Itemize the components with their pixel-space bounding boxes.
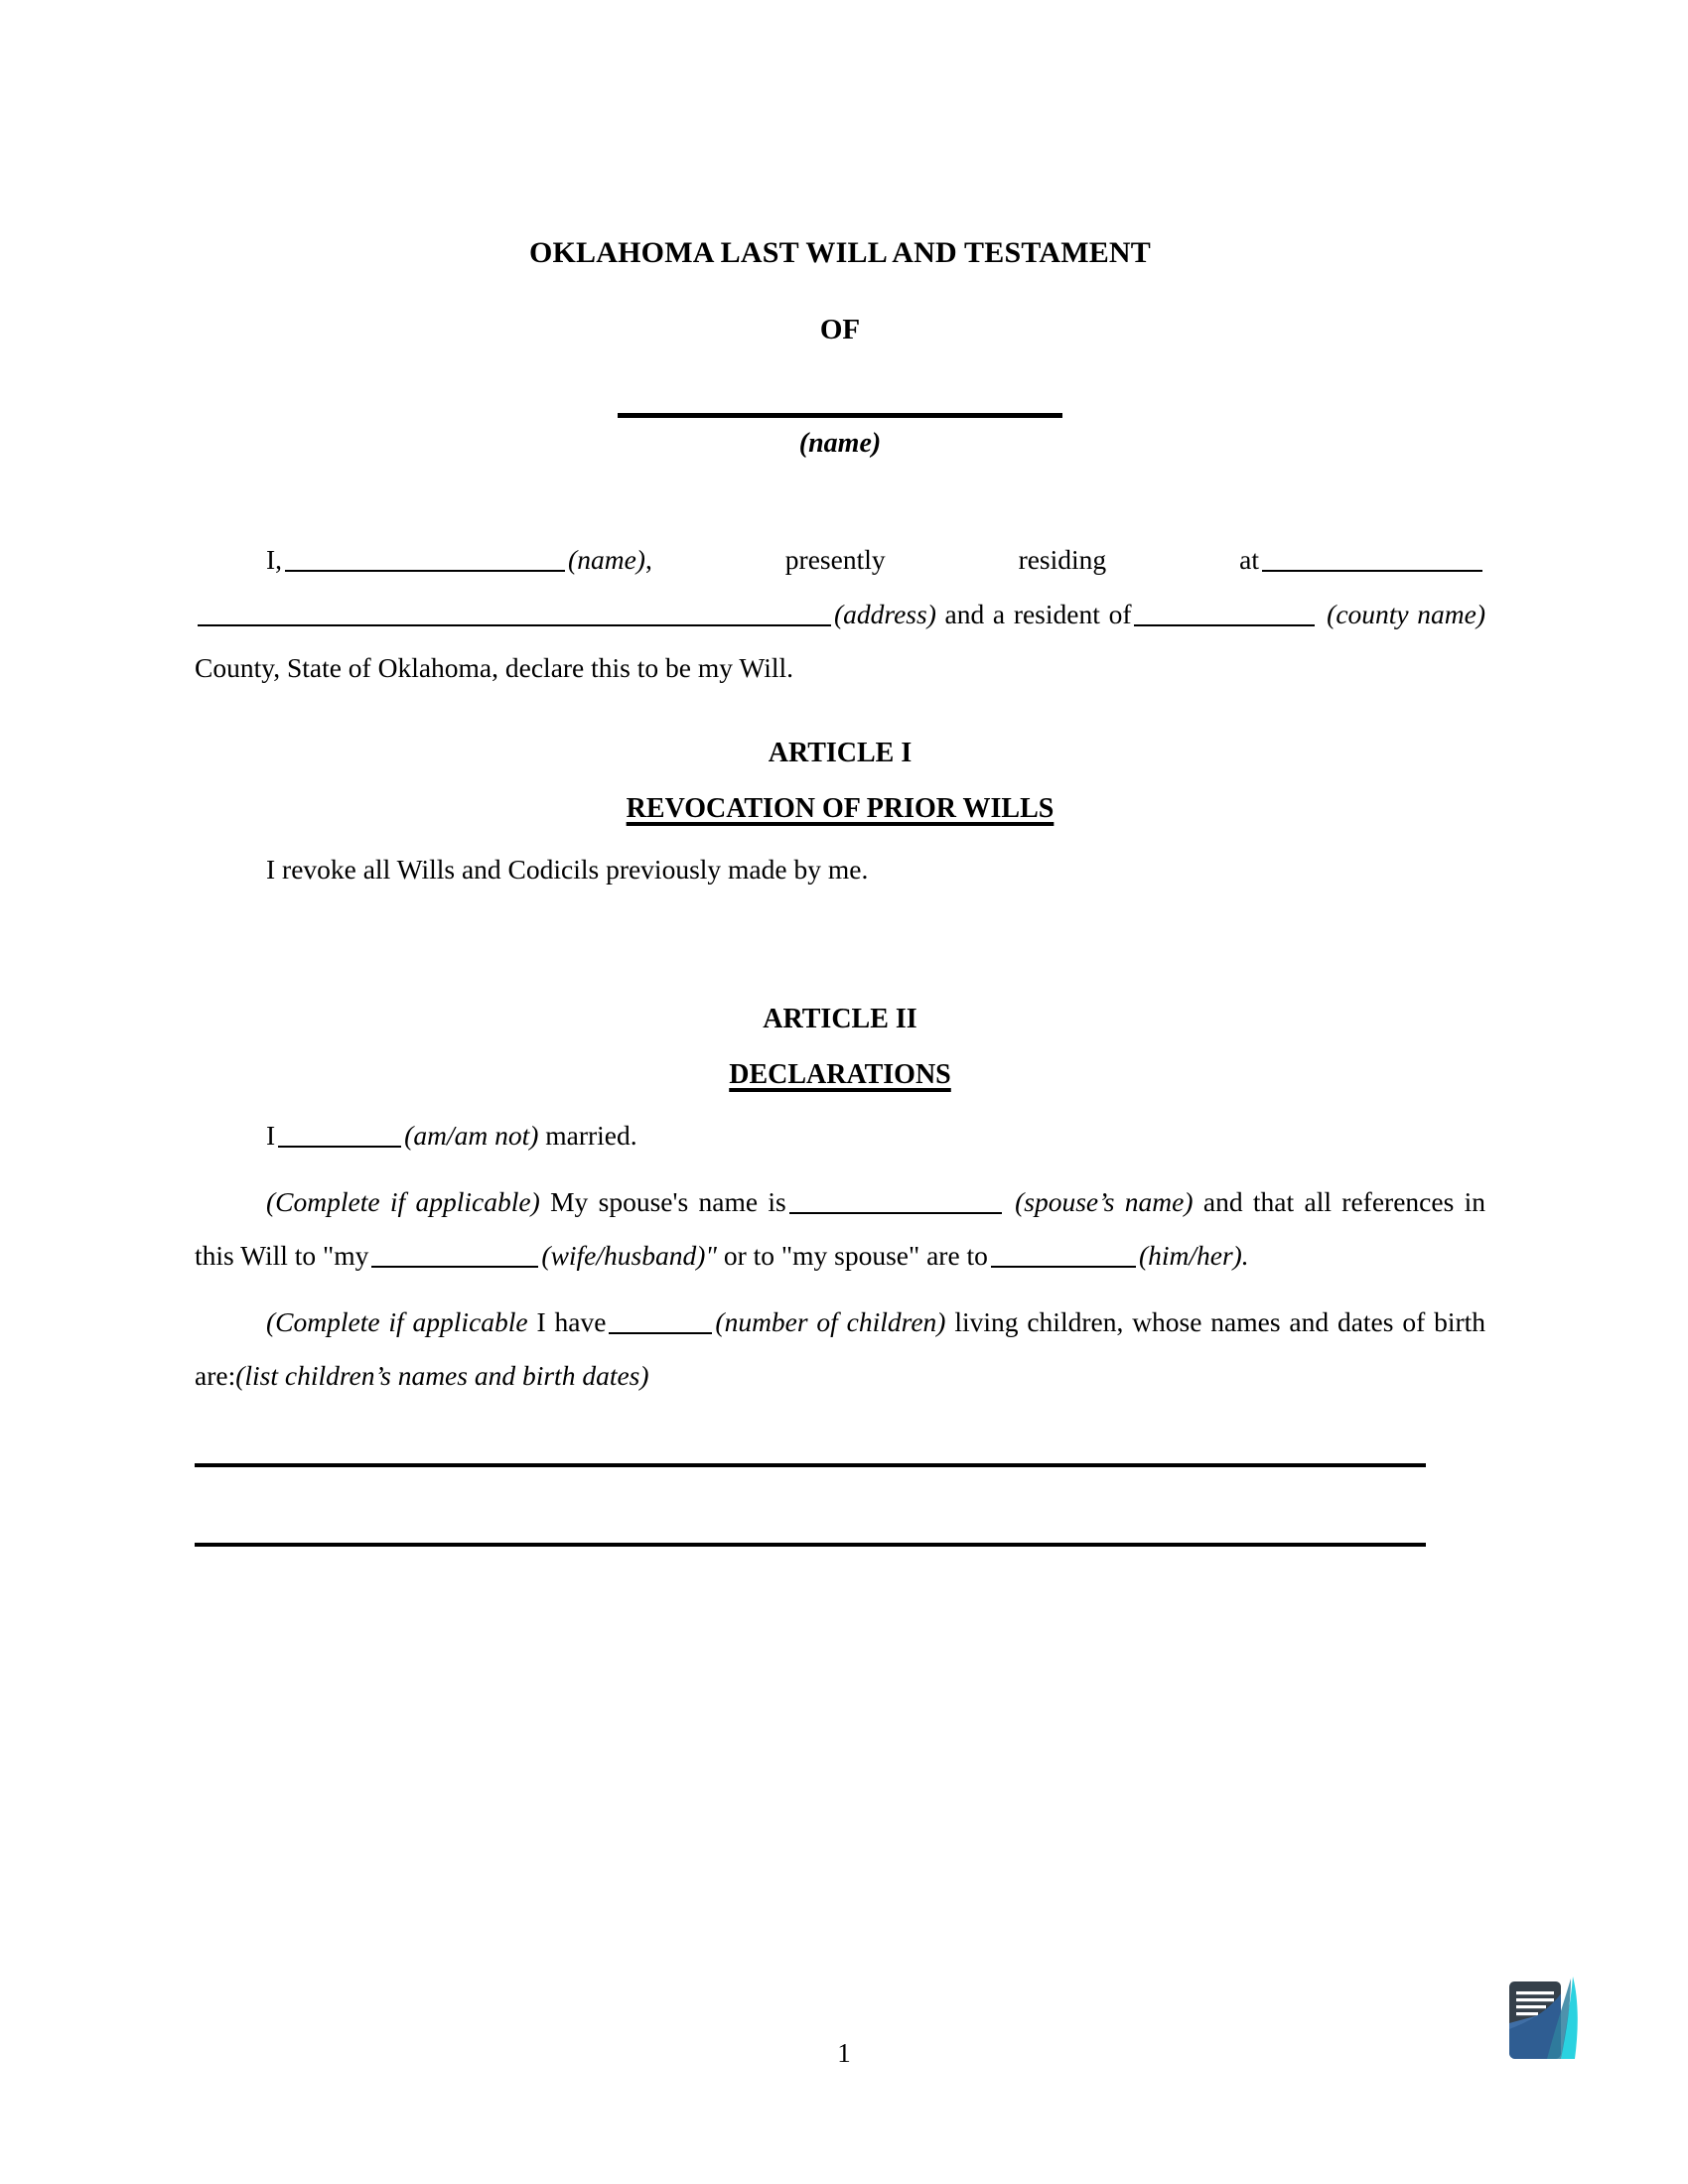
spouse-or-to-text: or to bbox=[723, 1240, 775, 1271]
wife-husband-hint: (wife/husband)" bbox=[541, 1240, 717, 1271]
children-paragraph bbox=[195, 1296, 1485, 1404]
spouse-paragraph bbox=[195, 1175, 1485, 1284]
intro-paragraph bbox=[195, 533, 1485, 696]
children-list-hint: (list children’s names and birth dates) bbox=[235, 1360, 649, 1391]
marital-status-hint: (am/am not) bbox=[404, 1120, 539, 1151]
number-of-children-blank[interactable] bbox=[609, 1307, 712, 1334]
intro-residing-text: , presently residing at bbox=[644, 544, 1259, 575]
intro-will-text: Will. bbox=[739, 652, 794, 683]
spouse-references-text: and that all references in this Will to "my bbox=[195, 1185, 1485, 1271]
document-title: OKLAHOMA LAST WILL AND TESTAMENT bbox=[528, 236, 1151, 269]
intro-county-hint: (county name) bbox=[1327, 598, 1486, 629]
spouse-lead-in: (Complete if applicable) bbox=[266, 1185, 540, 1217]
document-body bbox=[195, 238, 1485, 1547]
article-two-subheading: DECLARATIONS bbox=[729, 1059, 951, 1090]
intro-name-blank[interactable] bbox=[285, 545, 565, 572]
title-block bbox=[195, 238, 1485, 458]
intro-county-blank[interactable] bbox=[1134, 600, 1315, 626]
number-of-children-hint: (number of children) bbox=[715, 1305, 946, 1337]
spouse-name-text: My spouse's name is bbox=[550, 1185, 786, 1217]
spouse-name-hint-close: name) bbox=[1124, 1185, 1194, 1217]
article-one-subheading: REVOCATION OF PRIOR WILLS bbox=[626, 792, 1055, 824]
children-names-dates-text: whose names and dates of birth are: bbox=[195, 1305, 1486, 1391]
intro-of-label: of bbox=[1108, 598, 1132, 629]
intro-resident-text: and a resident bbox=[944, 598, 1100, 629]
marital-married-text: married. bbox=[545, 1120, 637, 1151]
intro-address-blank-a[interactable] bbox=[1262, 545, 1482, 572]
marital-i-label: I bbox=[266, 1120, 276, 1151]
wife-husband-blank[interactable] bbox=[371, 1241, 538, 1268]
children-write-in-line-2[interactable] bbox=[195, 1543, 1426, 1547]
testator-name-caption: (name) bbox=[798, 428, 882, 459]
article-one-heading: ARTICLE I bbox=[768, 737, 913, 768]
him-her-blank[interactable] bbox=[991, 1241, 1136, 1268]
children-have-text: I have bbox=[536, 1305, 607, 1337]
marital-status-paragraph bbox=[195, 1109, 1485, 1163]
article-two-heading: ARTICLE II bbox=[763, 1004, 917, 1034]
intro-i-label: I, bbox=[266, 544, 283, 575]
spouse-name-hint-open: (spouse’s bbox=[1015, 1185, 1115, 1217]
document-logo-icon bbox=[1501, 1968, 1581, 2063]
document-logo bbox=[1501, 1968, 1581, 2063]
intro-address-hint: (address) bbox=[834, 598, 936, 629]
him-her-hint: (him/her). bbox=[1138, 1240, 1249, 1271]
testator-name-blank[interactable] bbox=[618, 413, 1062, 418]
spouse-are-to-text: "my spouse" are to bbox=[780, 1240, 988, 1271]
children-lead-in: (Complete if applicable bbox=[266, 1305, 528, 1337]
intro-declare-text: County, State of Oklahoma, declare this to be my bbox=[195, 652, 733, 683]
page-number: 1 bbox=[837, 2038, 851, 2068]
marital-status-blank[interactable] bbox=[278, 1121, 401, 1148]
article-one-body: I revoke all Wills and Codicils previously made by me. bbox=[266, 853, 869, 885]
children-living-text: living children, bbox=[954, 1305, 1124, 1337]
testator-name-blank-wrap bbox=[195, 344, 1485, 424]
document-of-label: OF bbox=[819, 314, 861, 345]
intro-name-hint: (name) bbox=[568, 544, 645, 575]
intro-address-blank-b[interactable] bbox=[198, 600, 831, 626]
spouse-name-blank[interactable] bbox=[789, 1187, 1002, 1214]
